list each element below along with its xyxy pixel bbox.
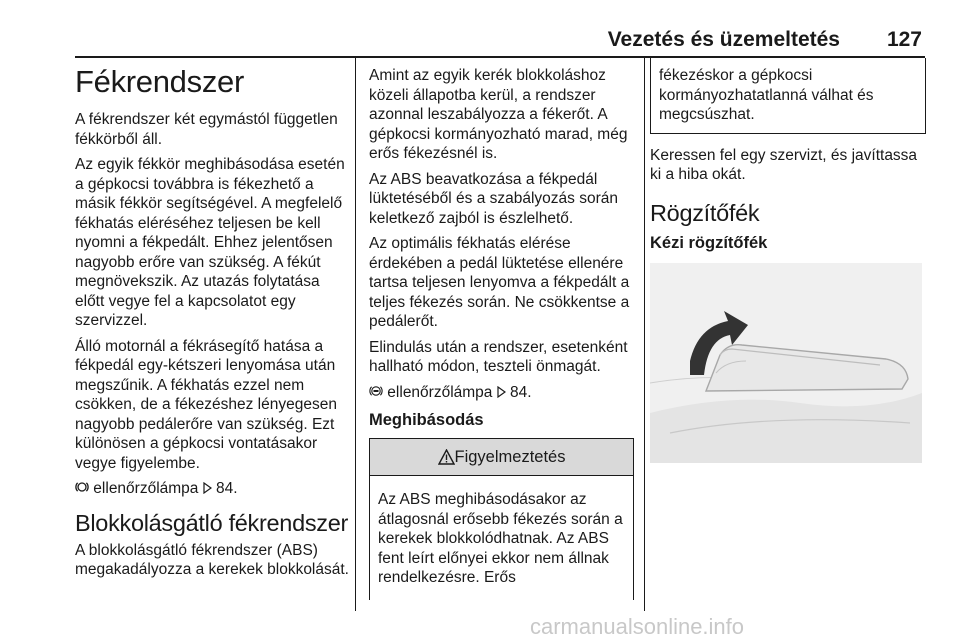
column-3 bbox=[650, 58, 926, 463]
warning-box-continued bbox=[650, 58, 926, 134]
heading-meghibasodas: Meghibásodás bbox=[369, 411, 484, 429]
paragraph: Az egyik fékkör meghibásodása esetén a gépkocsi továbbra is fékezhető a másik fékkör segítségével. A megfelelő fékhatás eléréséhez teljesen be kell nyomni a fékpedált. Ehhez jelentősen nagyobb erőre van szükség. A fékút megnövekszik. Az utazás folytatása előtt vegye fel a kapcsolatot egy szervizzel. bbox=[75, 156, 345, 329]
column-1 bbox=[75, 58, 350, 586]
page-reference-arrow-icon[interactable] bbox=[497, 386, 506, 398]
lamp-page-ref[interactable]: 84. bbox=[211, 480, 238, 497]
paragraph: Amint az egyik kerék blokkoláshoz közeli állapotba kerül, a rendszer azonnal leszabályozza a fékerőt. A gépkocsi kormányozható marad, még erős fékezésnél is. bbox=[369, 67, 628, 162]
warning-title: Figyelmeztetés bbox=[454, 447, 566, 466]
warning-triangle-icon bbox=[438, 449, 455, 465]
paragraph: Az ABS beavatkozása a fékpedál lüktetéséből és a szabályozás során keletkező zajból is észlelhető. bbox=[369, 170, 619, 227]
heading-blokkolasgatlo: Blokkolásgátló fékrendszer bbox=[75, 509, 349, 536]
warning-header bbox=[370, 439, 633, 476]
warning-body bbox=[370, 476, 633, 600]
heading-rogzitofek: Rögzítőfék bbox=[650, 199, 760, 226]
paragraph: A fékrendszer két egymástól független fékkörből áll. bbox=[75, 111, 338, 148]
warning-text: Az ABS meghibásodásakor az átlagosnál erősebb fékezés során a kerekek blokkolódhatnak. Az ABS fent leírt előnyei ekkor nem állnak rendelkezésre. Erős bbox=[378, 491, 623, 586]
handbrake-lever-image bbox=[650, 263, 922, 463]
brake-warning-icon bbox=[75, 480, 89, 494]
warning-text: fékezéskor a gépkocsi kormányozhatatlanná válhat és megcsúszhat. bbox=[659, 67, 874, 123]
heading-fekrendszer: Fékrendszer bbox=[75, 64, 244, 99]
paragraph: Az optimális fékhatás elérése érdekében a pedál lüktetése ellenére tartsa teljesen lenyomva a fékpedált a teljes fékezés során. Ne csökkentse a pedálerőt. bbox=[369, 235, 630, 330]
lamp-page-ref[interactable]: 84. bbox=[505, 383, 532, 401]
paragraph: Keressen fel egy szervizt, és javíttassa ki a hiba okát. bbox=[650, 146, 918, 183]
page-reference-arrow-icon[interactable] bbox=[203, 482, 212, 494]
page-number: 127 bbox=[886, 28, 922, 51]
watermark: carmanualsonline.info bbox=[530, 614, 745, 639]
lamp-label: ellenőrzőlámpa bbox=[89, 480, 203, 497]
column-divider bbox=[644, 58, 645, 611]
column-divider bbox=[355, 58, 356, 611]
column-2 bbox=[369, 58, 634, 600]
handbrake-illustration bbox=[650, 263, 922, 463]
paragraph: Álló motornál a fékrásegítő hatása a fékpedál egy-kétszeri lenyomása után megszűnik. A fékhatás ezzel nem csökken, de a fékezéshez lényegesen nagyobb pedálerőre van szükség. Ezt különösen a gépkocsi vontatásakor vegye figyelembe. bbox=[75, 337, 337, 472]
page-header bbox=[0, 28, 960, 54]
section-title: Vezetés és üzemeltetés bbox=[607, 28, 840, 51]
paragraph: Elindulás után a rendszer, esetenként hallható módon, teszteli önmagát. bbox=[369, 338, 628, 375]
paragraph: A blokkolásgátló fékrendszer (ABS) megakadályozza a kerekek blokkolását. bbox=[75, 541, 349, 578]
heading-kezi-rogzitofek: Kézi rögzítőfék bbox=[650, 233, 768, 252]
abs-warning-icon bbox=[369, 384, 383, 398]
lamp-reference bbox=[75, 479, 350, 499]
lamp-label: ellenőrzőlámpa bbox=[383, 383, 497, 401]
warning-box bbox=[369, 438, 634, 600]
lamp-reference bbox=[369, 383, 634, 403]
